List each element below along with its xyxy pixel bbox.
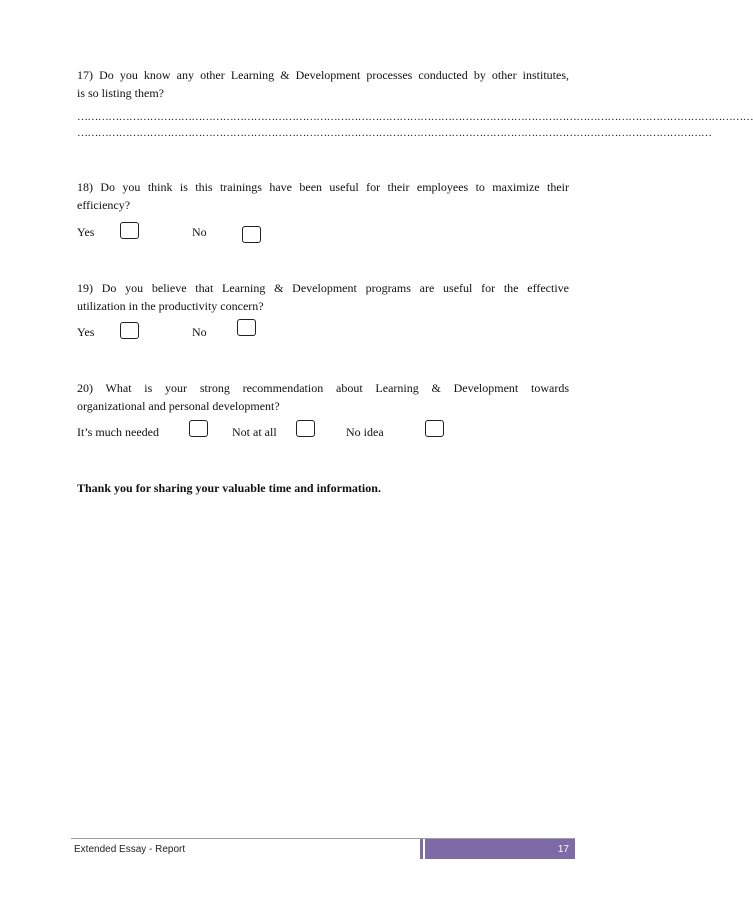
question-17: [77, 66, 569, 102]
question-19: [77, 279, 569, 315]
question-18-text-line1: 18) Do you think is this trainings have been useful for their employees to maximize their: [77, 180, 569, 194]
closing-statement: Thank you for sharing your valuable time and information.: [77, 481, 381, 495]
page-number: 17: [557, 844, 569, 855]
q18-yes-checkbox[interactable]: [120, 222, 139, 239]
page-footer: [71, 838, 575, 859]
question-19-text-line1: 19) Do you believe that Learning & Development programs are useful for the effective: [77, 281, 569, 295]
q18-option-no-label: No: [192, 225, 207, 239]
q20-no-idea-checkbox[interactable]: [425, 420, 444, 437]
q20-option-no-idea-label: No idea: [346, 425, 384, 439]
question-19-text-line2: utilization in the productivity concern?: [77, 299, 264, 313]
question-20: [77, 379, 569, 415]
question-17-text-line1: 17) Do you know any other Learning & Development processes conducted by other institutes,: [77, 68, 569, 82]
q19-yes-checkbox[interactable]: [120, 322, 139, 339]
q20-not-at-all-checkbox[interactable]: [296, 420, 315, 437]
footer-accent-bar: [425, 839, 575, 859]
question-20-text-line1: 20) What is your strong recommendation about Learning & Development towards: [77, 381, 569, 395]
answer-line-2[interactable]: …………………………………………………………………………………………………………………………………………………………………: [77, 127, 712, 139]
q19-option-no-label: No: [192, 325, 207, 339]
answer-line-1[interactable]: ……………………………………………………………………………………………………………………………………………………………………………: [77, 111, 753, 123]
q18-no-checkbox[interactable]: [242, 226, 261, 243]
q18-option-yes-label: Yes: [77, 225, 95, 239]
question-18: [77, 178, 569, 214]
question-18-text-line2: efficiency?: [77, 198, 131, 212]
q20-option-not-at-all-label: Not at all: [232, 425, 277, 439]
q20-much-needed-checkbox[interactable]: [189, 420, 208, 437]
question-20-text-line2: organizational and personal development?: [77, 399, 280, 413]
q19-no-checkbox[interactable]: [237, 319, 256, 336]
q20-option-much-needed-label: It’s much needed: [77, 425, 159, 439]
footer-title: Extended Essay - Report: [74, 844, 186, 855]
footer-divider: [420, 839, 423, 859]
question-17-text-line2: is so listing them?: [77, 86, 164, 100]
q19-option-yes-label: Yes: [77, 325, 95, 339]
